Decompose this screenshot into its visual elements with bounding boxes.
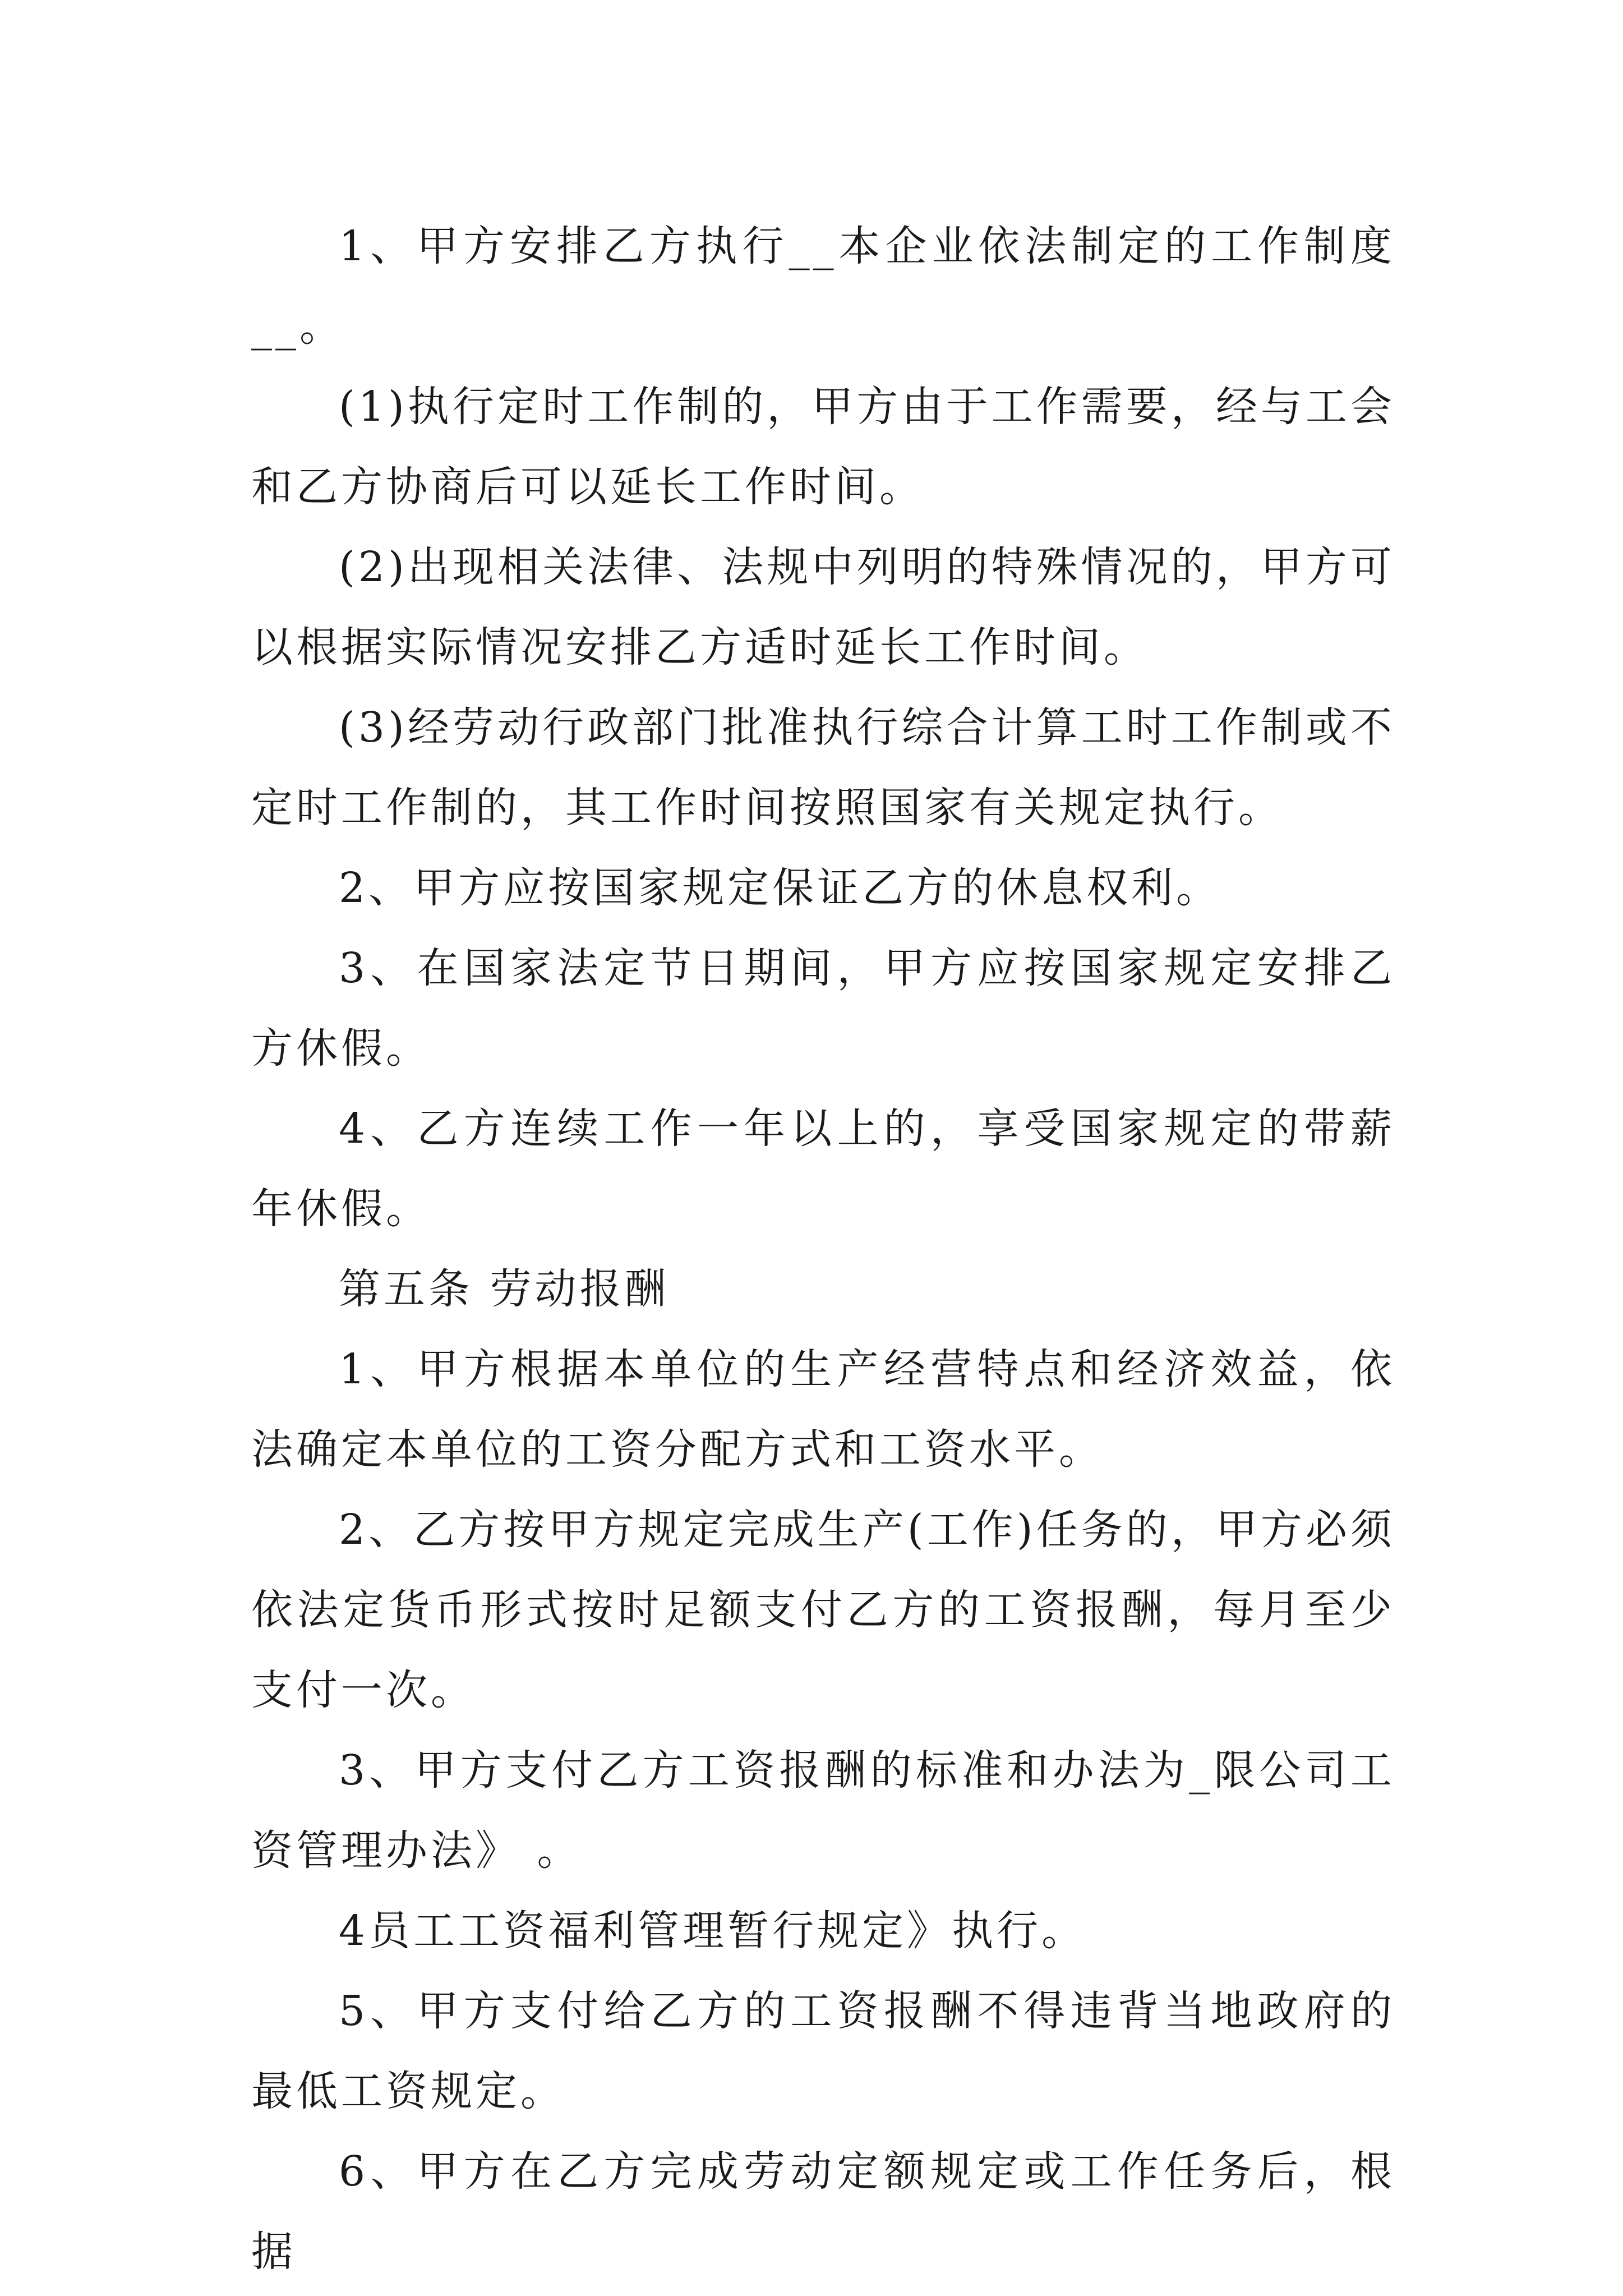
paragraph-minimum-wage: 5、甲方支付给乙方的工资报酬不得违背当地政府的最低工资规定。: [251, 1987, 1395, 2115]
paragraph-special-cases: (2)出现相关法律、法规中列明的特殊情况的，甲方可以根据实际情况安排乙方适时延长工作时间。: [251, 543, 1395, 671]
paragraph-quota-completion: 6、甲方在乙方完成劳动定额规定或工作任务后，根据: [251, 2147, 1395, 2276]
paragraph-wage-distribution: 1、甲方根据本单位的生产经营特点和经济效益，依法确定本单位的工资分配方式和工资水平。: [251, 1345, 1395, 1474]
section-heading-remuneration: 第五条 劳动报酬: [339, 1265, 670, 1313]
paragraph-fixed-hours: (1)执行定时工作制的，甲方由于工作需要，经与工会和乙方协商后可以延长工作时间。: [251, 383, 1395, 511]
paragraph-annual-leave: 4、乙方连续工作一年以上的，享受国家规定的带薪年休假。: [251, 1105, 1395, 1233]
paragraph-work-system: 1、甲方安排乙方执行__本企业依法制定的工作制度__。: [251, 222, 1395, 351]
paragraph-holidays: 3、在国家法定节日期间，甲方应按国家规定安排乙方休假。: [251, 944, 1395, 1073]
paragraph-comprehensive-hours: (3)经劳动行政部门批准执行综合计算工时工作制或不定时工作制的，其工作时间按照国家有关规定执行。: [251, 703, 1395, 832]
paragraph-welfare-rules: 4员工工资福利管理暂行规定》执行。: [339, 1907, 1087, 1955]
document-body: [251, 206, 1395, 2292]
paragraph-rest-rights: 2、甲方应按国家规定保证乙方的休息权利。: [339, 864, 1221, 912]
paragraph-wage-payment: 2、乙方按甲方规定完成生产(工作)任务的，甲方必须依法定货币形式按时足额支付乙方的工资报酬，每月至少支付一次。: [251, 1506, 1395, 1714]
paragraph-wage-standard: 3、甲方支付乙方工资报酬的标准和办法为_限公司工资管理办法》 。: [251, 1746, 1395, 1875]
